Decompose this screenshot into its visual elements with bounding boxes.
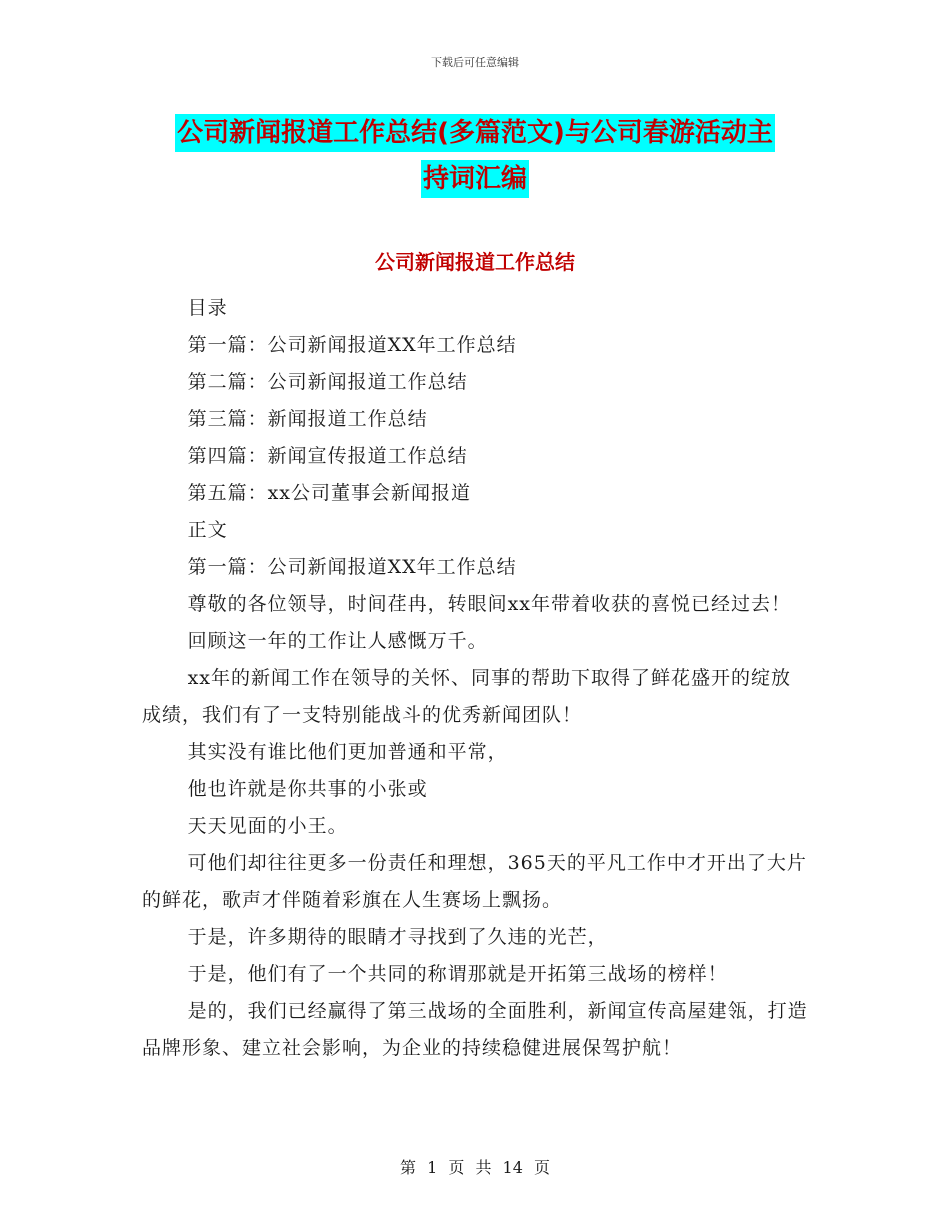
paragraph: 其实没有谁比他们更加普通和平常， — [187, 741, 508, 763]
paragraph: 于是，许多期待的眼睛才寻找到了久违的光芒， — [187, 926, 608, 948]
body-heading: 正文 — [187, 519, 228, 541]
document-title-line-1: 公司新闻报道工作总结(多篇范文)与公司春游活动主 — [175, 114, 775, 152]
chapter-heading: 第一篇：公司新闻报道XX年工作总结 — [187, 556, 517, 578]
toc-item-2: 第二篇：公司新闻报道工作总结 — [187, 371, 468, 393]
paragraph: xx年的新闻工作在领导的关怀、同事的帮助下取得了鲜花盛开的绽放成绩，我们有了一支特别能战斗的优秀新闻团队！ — [142, 667, 792, 726]
paragraph: 他也许就是你共事的小张或 — [187, 778, 428, 800]
toc-item-3: 第三篇：新闻报道工作总结 — [187, 408, 428, 430]
paragraph: 天天见面的小王。 — [187, 815, 348, 837]
document-title — [0, 110, 950, 202]
section-title: 公司新闻报道工作总结 — [375, 250, 575, 274]
paragraph: 尊敬的各位领导，时间荏冉，转眼间xx年带着收获的喜悦已经过去！ — [187, 593, 792, 615]
page-number: 第 1 页 共 14 页 — [400, 1158, 550, 1177]
toc-item-5: 第五篇：xx公司董事会新闻报道 — [187, 482, 472, 504]
paragraph: 于是，他们有了一个共同的称谓那就是开拓第三战场的榜样！ — [187, 963, 728, 985]
paragraph: 是的，我们已经赢得了第三战场的全面胜利，新闻宣传高屋建瓴，打造品牌形象、建立社会影响，为企业的持续稳健进展保驾护航！ — [142, 1000, 808, 1059]
page-header-note: 下载后可任意编辑 — [431, 56, 519, 69]
paragraph: 可他们却往往更多一份责任和理想，365天的平凡工作中才开出了大片的鲜花，歌声才伴随着彩旗在人生赛场上飘扬。 — [142, 852, 807, 911]
toc-heading: 目录 — [187, 297, 228, 319]
document-body — [142, 290, 810, 1067]
toc-item-1: 第一篇：公司新闻报道XX年工作总结 — [187, 334, 517, 356]
paragraph: 回顾这一年的工作让人感慨万千。 — [187, 630, 488, 652]
toc-item-4: 第四篇：新闻宣传报道工作总结 — [187, 445, 468, 467]
document-title-line-2: 持词汇编 — [421, 160, 529, 198]
